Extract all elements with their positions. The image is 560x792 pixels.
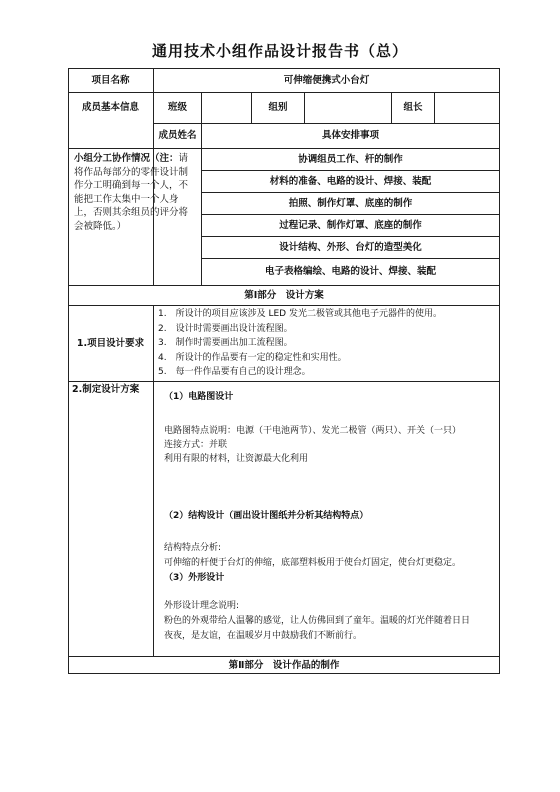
task-1: 协调组员工作、杆的制作	[298, 153, 403, 165]
arrangement-label: 具体安排事项	[321, 130, 379, 141]
circuit-text: 连接方式：并联	[164, 440, 228, 450]
circuit-text: 电路图特点说明：电源（干电池两节）、发光二极管（两只）、开关（一只）	[164, 426, 462, 436]
part2-title: 第Ⅱ部分 设计作品的制作	[228, 659, 340, 671]
task-4: 过程记录、制作灯罩、底座的制作	[279, 219, 422, 231]
design-plan-content	[154, 381, 499, 656]
task-6: 电子表格编绘、电路的设计、焊接、装配	[264, 266, 436, 277]
member-info-label: 成员基本信息	[81, 102, 139, 113]
task-2: 材料的准备、电路的设计、焊接、装配	[269, 175, 432, 187]
member-name-label: 成员姓名	[158, 130, 197, 141]
appearance-heading: （3）外形设计	[164, 573, 225, 583]
report-table	[68, 68, 500, 674]
project-name-label: 项目名称	[91, 74, 130, 86]
leader-label: 组长	[403, 102, 423, 113]
appearance-text: 粉色的外观带给人温馨的感觉，让人仿佛回到了童年。温暖的灯光伴随着日日	[164, 616, 471, 626]
requirement-item: 3. 制作时需要画出加工流程图。	[158, 338, 293, 349]
task-5: 设计结构、外形、台灯的造型美化	[279, 241, 422, 253]
division-note	[74, 152, 194, 233]
structure-heading: （2）结构设计（画出设计图纸并分析其结构特点）	[164, 511, 369, 521]
requirement-item: 2. 设计时需要画出设计流程图。	[158, 323, 293, 334]
appearance-text: 夜夜，是友谊，在温暖岁月中鼓励我们不断前行。	[164, 631, 363, 641]
structure-text: 可伸缩的杆便于台灯的伸缩，底部塑料板用于使台灯固定，使台灯更稳定。	[164, 558, 462, 568]
requirements-label: 1.项目设计要求	[76, 337, 145, 349]
class-label: 班级	[167, 102, 187, 113]
border-right	[499, 68, 500, 674]
task-3: 拍照、制作灯罩、底座的制作	[288, 197, 413, 209]
circuit-heading: （1）电路图设计	[164, 392, 234, 402]
circuit-text: 利用有限的材料，让资源最大化利用	[164, 454, 309, 464]
requirements-list	[158, 307, 496, 380]
requirement-item: 1. 所设计的项目应该涉及 LED 发光二极管或其他电子元器件的使用。	[158, 309, 442, 319]
design-plan-label: 2.制定设计方案	[72, 384, 140, 395]
appearance-text: 外形设计理念说明:	[164, 601, 240, 611]
requirement-item: 5. 每一件作品要有自己的设计理念。	[158, 367, 311, 378]
part1-title: 第Ⅰ部分 设计方案	[244, 289, 324, 301]
project-name-value: 可伸缩便携式小台灯	[283, 74, 370, 86]
structure-text: 结构特点分析:	[164, 543, 222, 553]
division-note-text: 请将作品每部分的零件设计制作分工明确到每一个人，不能把工作太集中一个人身上，否则其余组员的评分将会被降低。）	[74, 153, 189, 232]
requirement-item: 4. 所设计的作品要有一定的稳定性和实用性。	[158, 352, 347, 363]
document-title: 通用技术小组作品设计报告书（总）	[151, 42, 408, 60]
division-title: 小组分工协作情况（注：	[74, 153, 179, 164]
group-label: 组别	[268, 102, 288, 113]
